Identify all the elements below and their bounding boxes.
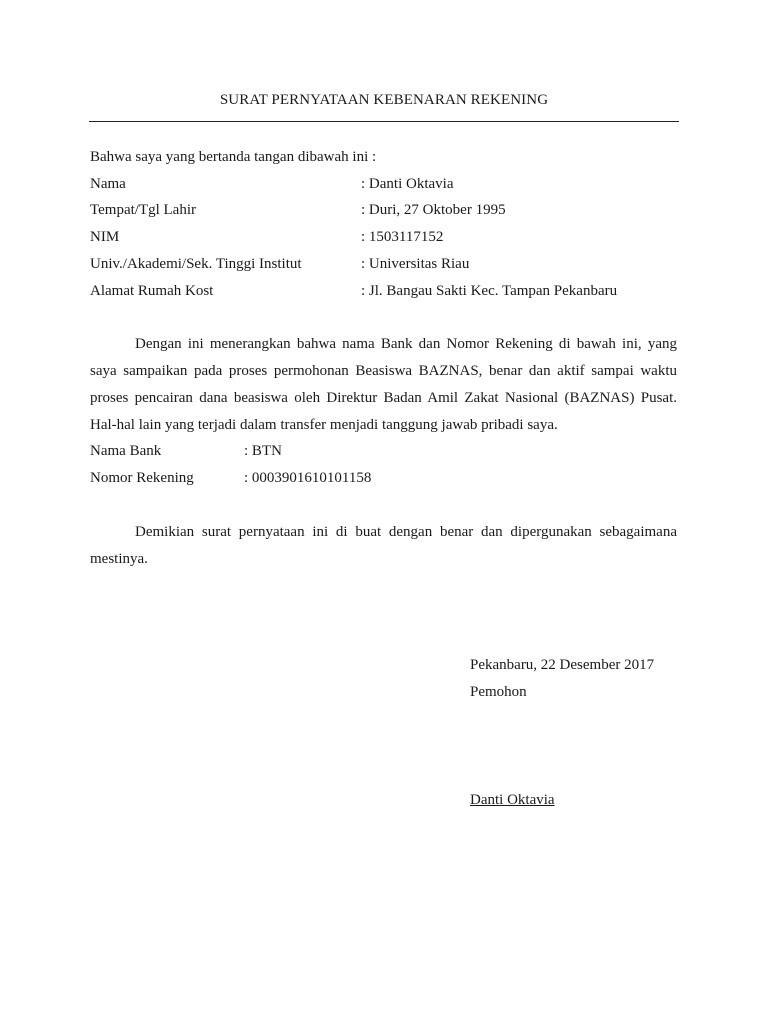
identity-row-name [90, 176, 690, 196]
identity-value: : Jl. Bangau Sakti Kec. Tampan Pekanbaru [361, 283, 618, 299]
identity-label: NIM [90, 229, 120, 245]
signer-name: Danti Oktavia [470, 792, 555, 808]
identity-label: Alamat Rumah Kost [90, 283, 214, 299]
closing-text: Demikian surat pernyataan ini di buat dengan benar dan dipergunakan sebagaimana mestinya. [90, 524, 677, 567]
identity-value: : Universitas Riau [361, 256, 470, 272]
intro-line: Bahwa saya yang bertanda tangan dibawah ini : [90, 149, 377, 165]
bank-row-name [90, 443, 490, 463]
identity-label: Univ./Akademi/Sek. Tinggi Institut [90, 256, 302, 272]
identity-row-address [90, 283, 690, 303]
identity-row-birth [90, 202, 690, 222]
document-title: SURAT PERNYATAAN KEBENARAN REKENING [219, 92, 549, 108]
statement-paragraph [90, 331, 677, 439]
identity-value: : Duri, 27 Oktober 1995 [361, 202, 506, 218]
bank-label: Nomor Rekening [90, 470, 194, 486]
statement-text: Dengan ini menerangkan bahwa nama Bank dan Nomor Rekening di bawah ini, yang saya sampaikan pada proses permohonan Beasiswa BAZNAS, benar dan aktif sampai waktu proses pencairan dana beasiswa oleh Direktur Badan Amil Zakat Nasional (BAZNAS) Pusat. Hal-hal lain yang terjadi dalam transfer menjadi tanggung jawab pribadi saya. [90, 336, 677, 433]
bank-value: : BTN [244, 443, 282, 459]
signer-role: Pemohon [470, 684, 527, 700]
identity-label: Tempat/Tgl Lahir [90, 202, 196, 218]
place-date: Pekanbaru, 22 Desember 2017 [470, 657, 655, 673]
identity-value: : 1503117152 [361, 229, 444, 245]
identity-value: : Danti Oktavia [361, 176, 454, 192]
identity-row-university [90, 256, 690, 276]
closing-paragraph [90, 519, 677, 573]
bank-label: Nama Bank [90, 443, 162, 459]
bank-value: : 0003901610101158 [244, 470, 372, 486]
title-divider [89, 121, 679, 122]
identity-label: Nama [90, 176, 126, 192]
identity-row-nim [90, 229, 690, 249]
bank-row-account [90, 470, 490, 490]
